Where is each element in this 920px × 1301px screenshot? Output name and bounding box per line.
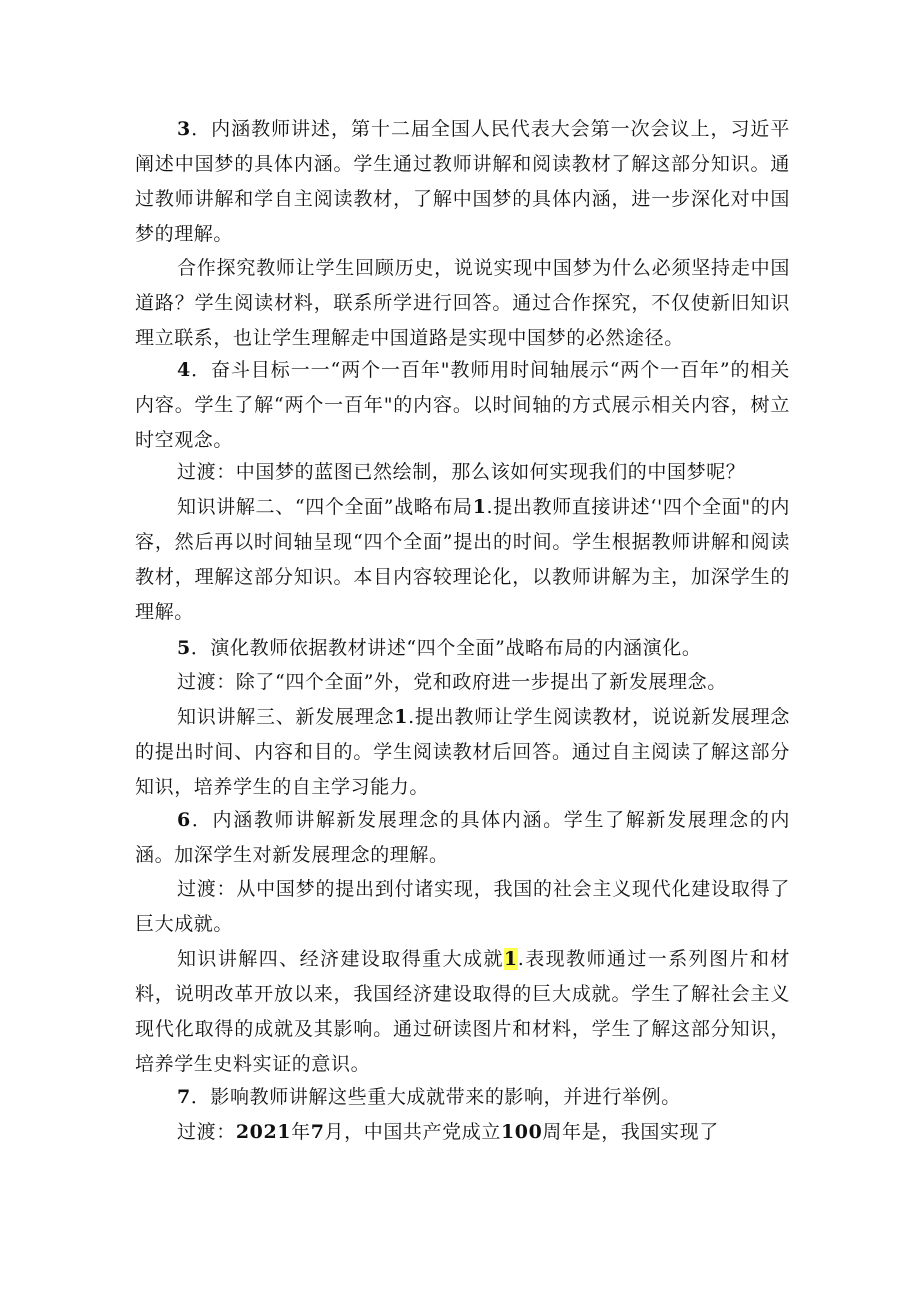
text-fragment: 年 [291, 1121, 311, 1143]
paragraph-text: .表现教师通过一系列图片和材料，说明改革开放以来，我国经济建设取得的巨大成就。学生了解社会主义现代化取得的成就及其影响。通过研读图片和材料，学生了解这部分知识，培养学生史料实证的意识。 [135, 948, 790, 1075]
paragraph-text: 合作探究教师让学生回顾历史，说说实现中国梦为什么必须坚持走中国道路？学生阅读材料，联系所学进行回答。通过合作探究，不仅使新旧知识理立联系，也让学生理解走中国道路是实现中国梦的必然途径。 [135, 257, 790, 349]
paragraph-text: ．演化教师依据教材讲述“四个全面”战略布局的内涵演化。 [190, 637, 702, 659]
paragraph-text: 过渡：除了“四个全面”外，党和政府进一步提出了新发展理念。 [177, 671, 727, 693]
paragraph-text: ．内涵教师讲述，第十二届全国人民代表大会第一次会议上，习近平阐述中国梦的具体内涵。学生通过教师讲解和阅读教材了解这部分知识。通过教师讲解和学自主阅读教材，了解中国梦的具体内涵，进一步深化对中国梦的理解。 [135, 118, 790, 245]
highlighted-number: 1 [503, 948, 518, 970]
paragraph-text: 过渡：中国梦的蓝图已然绘制，那么该如何实现我们的中国梦呢？ [177, 461, 746, 483]
paragraph-transition-2 [135, 665, 790, 700]
paragraph-3-connotation [135, 112, 790, 252]
item-number: 5 [177, 637, 191, 659]
paragraph-7-impact [135, 1080, 790, 1115]
paragraph-text: ．内涵教师讲解新发展理念的具体内涵。学生了解新发展理念的内涵。加深学生对新发展理念的理解。 [135, 809, 790, 866]
text-fragment: 月，中国共产党成立 [324, 1121, 501, 1143]
paragraph-lead: 知识讲解三、新发展理念 [177, 706, 395, 728]
item-number: 6 [177, 809, 191, 831]
paragraph-6-connotation [135, 803, 790, 873]
paragraph-lead: 知识讲解四、经济建设取得重大成就 [177, 948, 504, 970]
item-number: 1 [472, 496, 487, 518]
paragraph-transition-1 [135, 455, 790, 490]
paragraph-knowledge-2 [135, 490, 790, 630]
paragraph-text: ．影响教师讲解这些重大成就带来的影响，并进行举例。 [190, 1086, 681, 1108]
paragraph-lead: 过渡： [177, 1121, 236, 1143]
paragraph-text: .提出教师让学生阅读教材，说说新发展理念的提出时间、内容和目的。学生阅读教材后回答。通过自主阅读了解这部分知识，培养学生的自主学习能力。 [135, 706, 790, 798]
paragraph-knowledge-4 [135, 942, 790, 1082]
paragraph-5-evolution [135, 631, 790, 666]
paragraph-text: 周年是，我国实现了 [542, 1121, 719, 1143]
item-number: 7 [177, 1086, 191, 1108]
month-number: 7 [310, 1121, 325, 1143]
paragraph-transition-4 [135, 1115, 790, 1150]
item-number: 1 [394, 706, 409, 728]
paragraph-4-goals [135, 353, 790, 458]
paragraph-text: ．奋斗目标一一“两个一百年"教师用时间轴展示“两个一百年”的相关内容。学生了解“两个一百年"的内容。以时间轴的方式展示相关内容，树立时空观念。 [135, 359, 790, 451]
paragraph-lead: 知识讲解二、“四个全面”战略布局 [177, 496, 473, 518]
item-number: 3 [177, 118, 191, 140]
paragraph-text: 过渡：从中国梦的提出到付诸实现，我国的社会主义现代化建设取得了巨大成就。 [135, 878, 790, 935]
paragraph-cooperative-inquiry [135, 251, 790, 356]
item-number: 4 [177, 359, 191, 381]
paragraph-transition-3 [135, 872, 790, 942]
anniversary-number: 100 [500, 1121, 543, 1143]
year-number: 2021 [235, 1121, 292, 1143]
paragraph-text: .提出教师直接讲述‘'四个全面"的内容，然后再以时间轴呈现“四个全面”提出的时间。学生根据教师讲解和阅读教材，理解这部分知识。本目内容较理论化，以教师讲解为主，加深学生的理解。 [135, 496, 791, 623]
paragraph-knowledge-3 [135, 700, 790, 805]
